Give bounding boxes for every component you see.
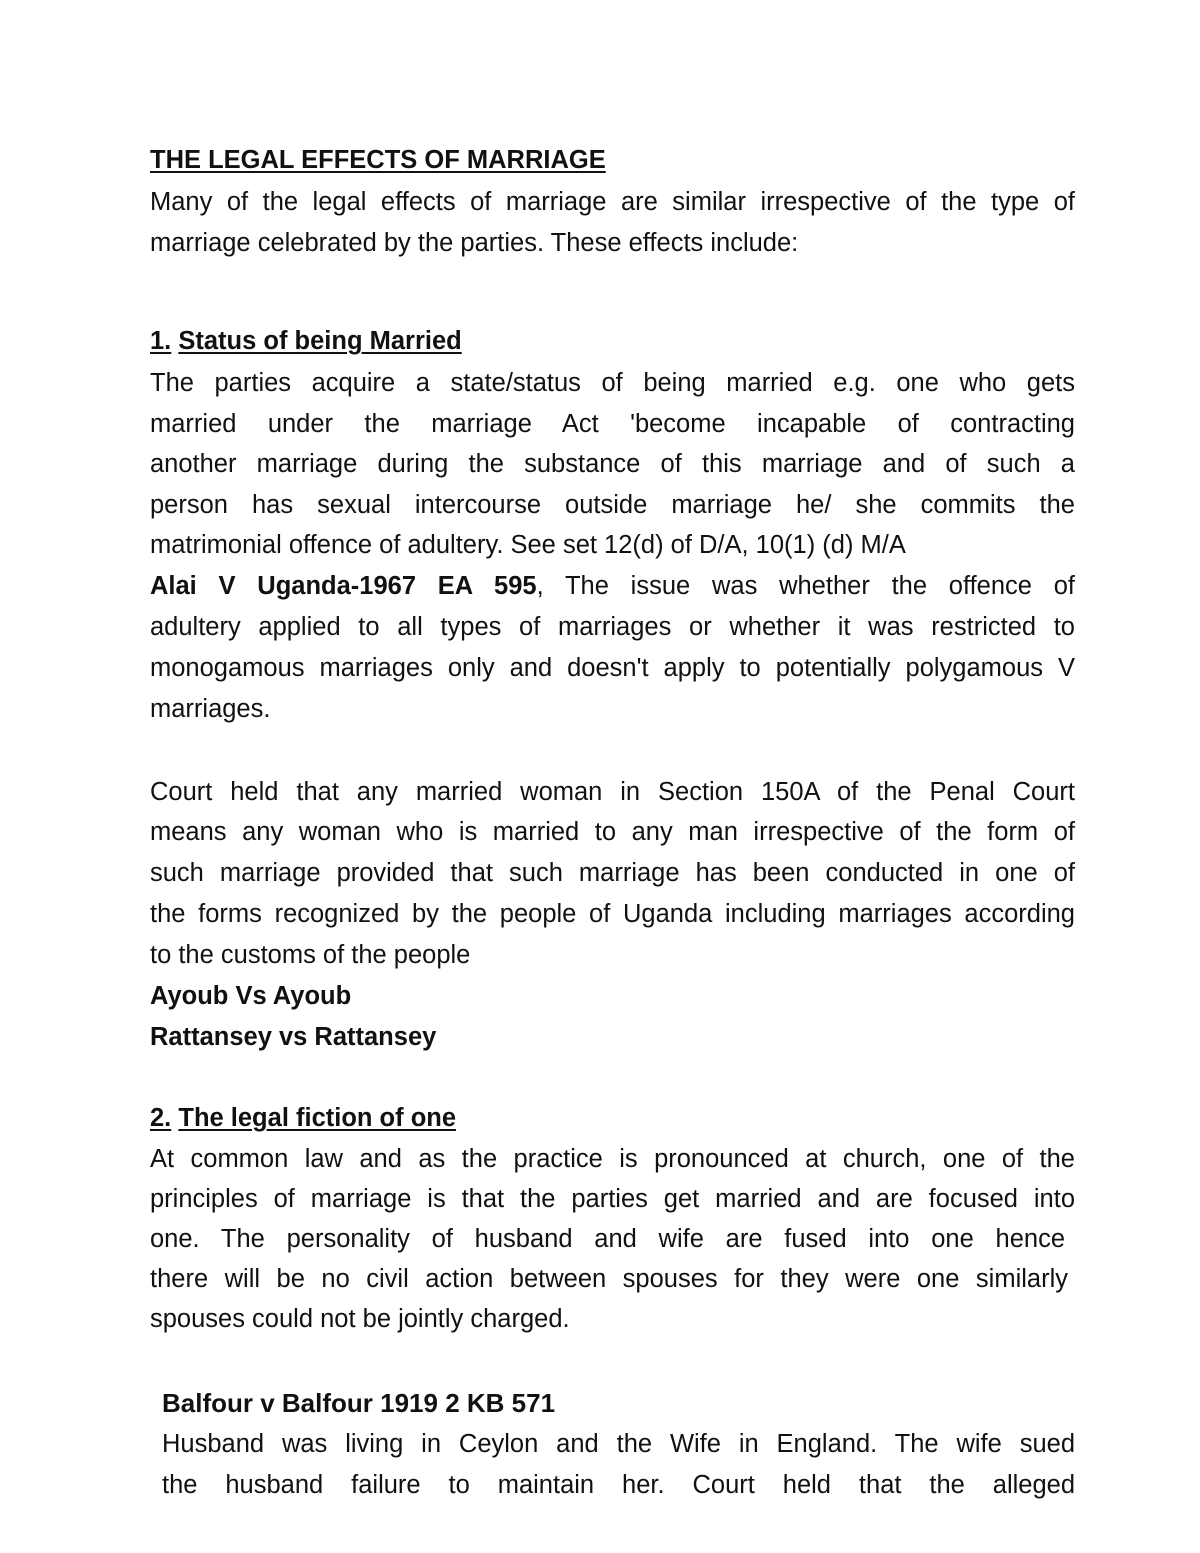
paragraph-line: another marriage during the substance of this marriage and of such a xyxy=(150,450,1075,478)
case-name: Alai V Uganda-1967 EA 595 xyxy=(150,572,537,600)
paragraph-line: one. The personality of husband and wife are fused into one hence xyxy=(150,1225,1065,1253)
case-text: , The issue was whether the offence of xyxy=(536,572,1076,600)
case-line xyxy=(150,570,1075,602)
paragraph-line: matrimonial offence of adultery. See set 12(d) of D/A, 10(1) (d) M/A xyxy=(150,531,906,559)
paragraph-line: married under the marriage Act 'become incapable of contracting xyxy=(150,410,1075,438)
section-title: Status of being Married xyxy=(178,327,462,355)
section-heading-2 xyxy=(150,1102,1075,1134)
paragraph-line: At common law and as the practice is pronounced at church, one of the xyxy=(150,1145,1075,1173)
paragraph-line: there will be no civil action between spouses for they were one similarly xyxy=(150,1265,1068,1293)
case-name: Rattansey vs Rattansey xyxy=(150,1023,437,1051)
paragraph-line: such marriage provided that such marriage has been conducted in one of xyxy=(150,859,1075,887)
paragraph-line: means any woman who is married to any man irrespective of the form of xyxy=(150,818,1075,846)
section-number: 2. xyxy=(150,1104,172,1132)
paragraph-line: Court held that any married woman in Section 150A of the Penal Court xyxy=(150,778,1075,806)
paragraph-line: the forms recognized by the people of Uganda including marriages according xyxy=(150,900,1075,928)
intro-line: Many of the legal effects of marriage are similar irrespective of the type of xyxy=(150,188,1075,216)
paragraph-line: principles of marriage is that the parties get married and are focused into xyxy=(150,1185,1075,1213)
paragraph-line: marriages. xyxy=(150,695,271,723)
paragraph-line: the husband failure to maintain her. Court held that the alleged xyxy=(162,1471,1075,1499)
paragraph-line: to the customs of the people xyxy=(150,941,471,969)
paragraph-line: The parties acquire a state/status of being married e.g. one who gets xyxy=(150,369,1075,397)
page-title: THE LEGAL EFFECTS OF MARRIAGE xyxy=(150,146,606,174)
section-number: 1. xyxy=(150,327,172,355)
case-name: Ayoub Vs Ayoub xyxy=(150,982,352,1010)
paragraph-line: monogamous marriages only and doesn't apply to potentially polygamous V xyxy=(150,654,1075,682)
section-title: The legal fiction of one xyxy=(178,1104,457,1132)
paragraph-line: adultery applied to all types of marriages or whether it was restricted to xyxy=(150,613,1075,641)
paragraph-line: spouses could not be jointly charged. xyxy=(150,1305,570,1333)
case-name: Balfour v Balfour 1919 2 KB 571 xyxy=(162,1388,556,1418)
intro-line: marriage celebrated by the parties. These effects include: xyxy=(150,229,799,257)
paragraph-line: Husband was living in Ceylon and the Wife in England. The wife sued xyxy=(162,1430,1075,1458)
paragraph-line: person has sexual intercourse outside marriage he/ she commits the xyxy=(150,491,1075,519)
section-heading-1 xyxy=(150,325,1075,357)
